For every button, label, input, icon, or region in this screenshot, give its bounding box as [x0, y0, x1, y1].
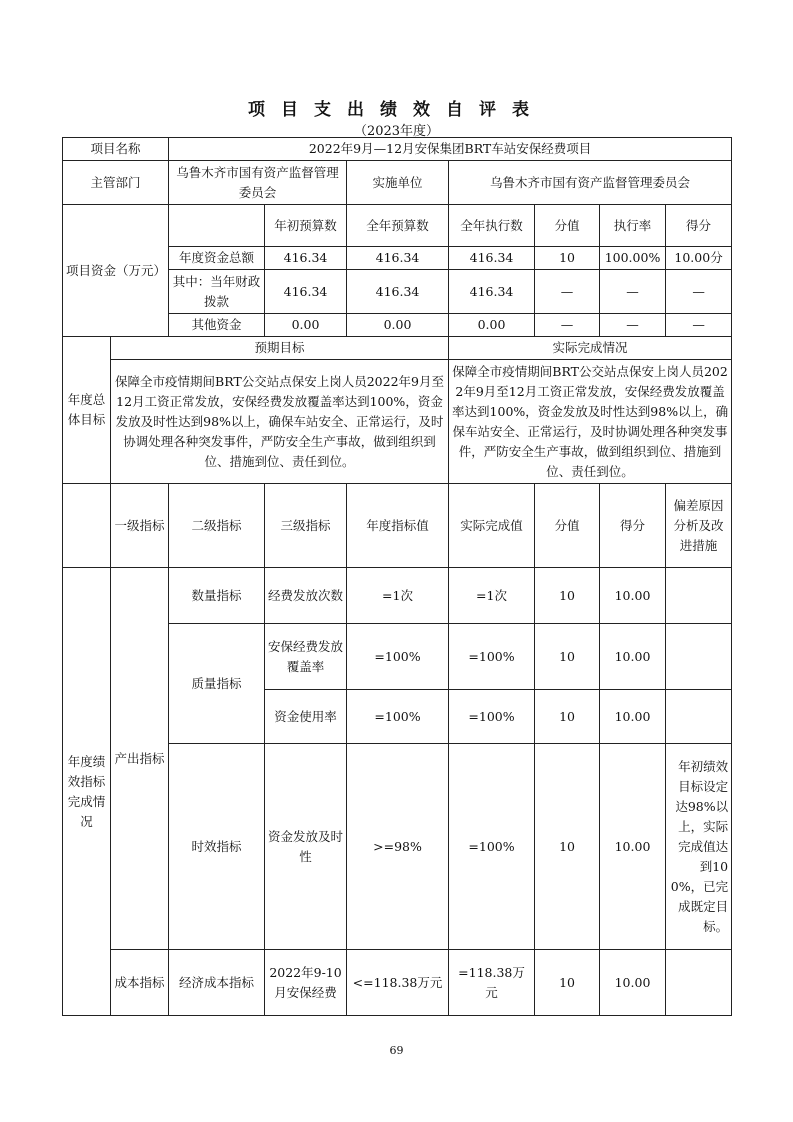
indicators-section-label: 年度绩效指标完成情况	[63, 568, 111, 1016]
page-number: 69	[389, 1044, 404, 1057]
funds-header-blank	[169, 205, 265, 247]
actual-goal-text: 保障全市疫情期间BRT公交站点保安上岗人员2022年9月至12月工资正常发放，安保经费发放覆盖率达到100%，资金发放及时性达到98%以上，确保车站安全、正常运行，及时协调处理各种突发事件，严防安全生产事故，做到组织到位、措施到位、责任到位。	[449, 360, 732, 484]
indicator-level3: 经费发放次数	[265, 568, 347, 624]
department-row	[63, 161, 732, 205]
goals-header-row	[63, 337, 732, 360]
dept-value: 乌鲁木齐市国有资产监督管理委员会	[169, 161, 347, 205]
impl-label: 实施单位	[347, 161, 449, 205]
year-note: （2023年度）	[353, 124, 440, 139]
target-header: 年度指标值	[347, 484, 449, 568]
funds-row-name: 其他资金	[169, 314, 265, 337]
indicator-target: =100%	[347, 690, 449, 744]
indicator-score: 10.00	[600, 744, 666, 950]
impl-value: 乌鲁木齐市国有资产监督管理委员会	[449, 161, 732, 205]
funds-row-executed: 416.34	[449, 247, 535, 270]
funds-row-annual: 416.34	[347, 247, 449, 270]
indicator-level2: 数量指标	[169, 568, 265, 624]
expected-header: 预期目标	[111, 337, 449, 360]
expected-goal-text: 保障全市疫情期间BRT公交站点保安上岗人员2022年9月至12月工资正常发放，安保经费发放覆盖率达到100%，资金发放及时性达到98%以上，确保车站安全、正常运行，及时协调处理各种突发事件，严防安全生产事故，做到组织到位、措施到位、责任到位。	[111, 360, 449, 484]
score-header: 得分	[600, 484, 666, 568]
indicator-score: 10.00	[600, 624, 666, 690]
funds-row-name: 其中：当年财政拨款	[169, 270, 265, 314]
funds-row-executed: 416.34	[449, 270, 535, 314]
score-value-header: 分值	[535, 484, 600, 568]
funds-row-rate: —	[600, 314, 666, 337]
actual-value-header: 实际完成值	[449, 484, 535, 568]
funds-row-rate: —	[600, 270, 666, 314]
funds-header-rate: 执行率	[600, 205, 666, 247]
indicator-target: =100%	[347, 624, 449, 690]
goals-label: 年度总体目标	[63, 337, 111, 484]
funds-row-executed: 0.00	[449, 314, 535, 337]
indicator-level2: 时效指标	[169, 744, 265, 950]
indicator-actual: =118.38万元	[449, 950, 535, 1016]
indicator-deviation	[666, 624, 732, 690]
indicator-score: 10.00	[600, 950, 666, 1016]
indicator-score-value: 10	[535, 744, 600, 950]
funds-row-rate: 100.00%	[600, 247, 666, 270]
indicator-level3: 资金发放及时性	[265, 744, 347, 950]
funds-header-row	[63, 205, 732, 247]
project-name-label: 项目名称	[63, 138, 169, 161]
project-name-row	[63, 138, 732, 161]
indicator-score: 10.00	[600, 690, 666, 744]
indicator-actual: =1次	[449, 568, 535, 624]
level1-header: 一级指标	[111, 484, 169, 568]
funds-header-initial: 年初预算数	[265, 205, 347, 247]
level3-header: 三级指标	[265, 484, 347, 568]
indicator-actual: =100%	[449, 744, 535, 950]
indicator-deviation	[666, 950, 732, 1016]
funds-row-score: —	[666, 270, 732, 314]
deviation-header: 偏差原因分析及改进措施	[666, 484, 732, 568]
funds-row-score-value: —	[535, 314, 600, 337]
page-title: 项目支出绩效自评表	[248, 100, 545, 120]
indicator-target: =1次	[347, 568, 449, 624]
self-evaluation-table	[62, 137, 732, 1016]
indicator-deviation: 年初绩效目标设定达98%以上，实际完成值达到100%，已完成既定目标。	[666, 744, 732, 950]
project-name-value: 2022年9月—12月安保集团BRT车站安保经费项目	[169, 138, 732, 161]
indicator-score-value: 10	[535, 568, 600, 624]
funds-row-annual: 416.34	[347, 270, 449, 314]
indicators-header-blank	[63, 484, 111, 568]
funds-row-score: 10.00分	[666, 247, 732, 270]
indicator-actual: =100%	[449, 690, 535, 744]
funds-row-initial: 0.00	[265, 314, 347, 337]
cost-indicator-label: 成本指标	[111, 950, 169, 1016]
funds-header-score-value: 分值	[535, 205, 600, 247]
output-indicator-label: 产出指标	[111, 568, 169, 950]
indicator-level3: 资金使用率	[265, 690, 347, 744]
funds-row-initial: 416.34	[265, 247, 347, 270]
level2-header: 二级指标	[169, 484, 265, 568]
indicator-level3: 安保经费发放覆盖率	[265, 624, 347, 690]
indicator-target: <=118.38万元	[347, 950, 449, 1016]
indicator-actual: =100%	[449, 624, 535, 690]
actual-header: 实际完成情况	[449, 337, 732, 360]
indicator-level3: 2022年9-10月安保经费	[265, 950, 347, 1016]
funds-row-score-value: 10	[535, 247, 600, 270]
funds-row-name: 年度资金总额	[169, 247, 265, 270]
indicator-level2: 质量指标	[169, 624, 265, 744]
goals-content-row	[63, 360, 732, 484]
indicator-level2: 经济成本指标	[169, 950, 265, 1016]
funds-row-annual: 0.00	[347, 314, 449, 337]
indicator-deviation	[666, 690, 732, 744]
funds-header-score: 得分	[666, 205, 732, 247]
funds-row-initial: 416.34	[265, 270, 347, 314]
dept-label: 主管部门	[63, 161, 169, 205]
funds-label: 项目资金（万元）	[63, 205, 169, 337]
funds-row-score: —	[666, 314, 732, 337]
funds-row-score-value: —	[535, 270, 600, 314]
indicator-score-value: 10	[535, 950, 600, 1016]
indicator-deviation	[666, 568, 732, 624]
indicator-target: >=98%	[347, 744, 449, 950]
funds-header-executed: 全年执行数	[449, 205, 535, 247]
indicator-score-value: 10	[535, 624, 600, 690]
indicator-row	[63, 568, 732, 624]
indicator-score-value: 10	[535, 690, 600, 744]
indicators-header-row	[63, 484, 732, 568]
funds-header-annual: 全年预算数	[347, 205, 449, 247]
indicator-score: 10.00	[600, 568, 666, 624]
indicator-row	[63, 950, 732, 1016]
